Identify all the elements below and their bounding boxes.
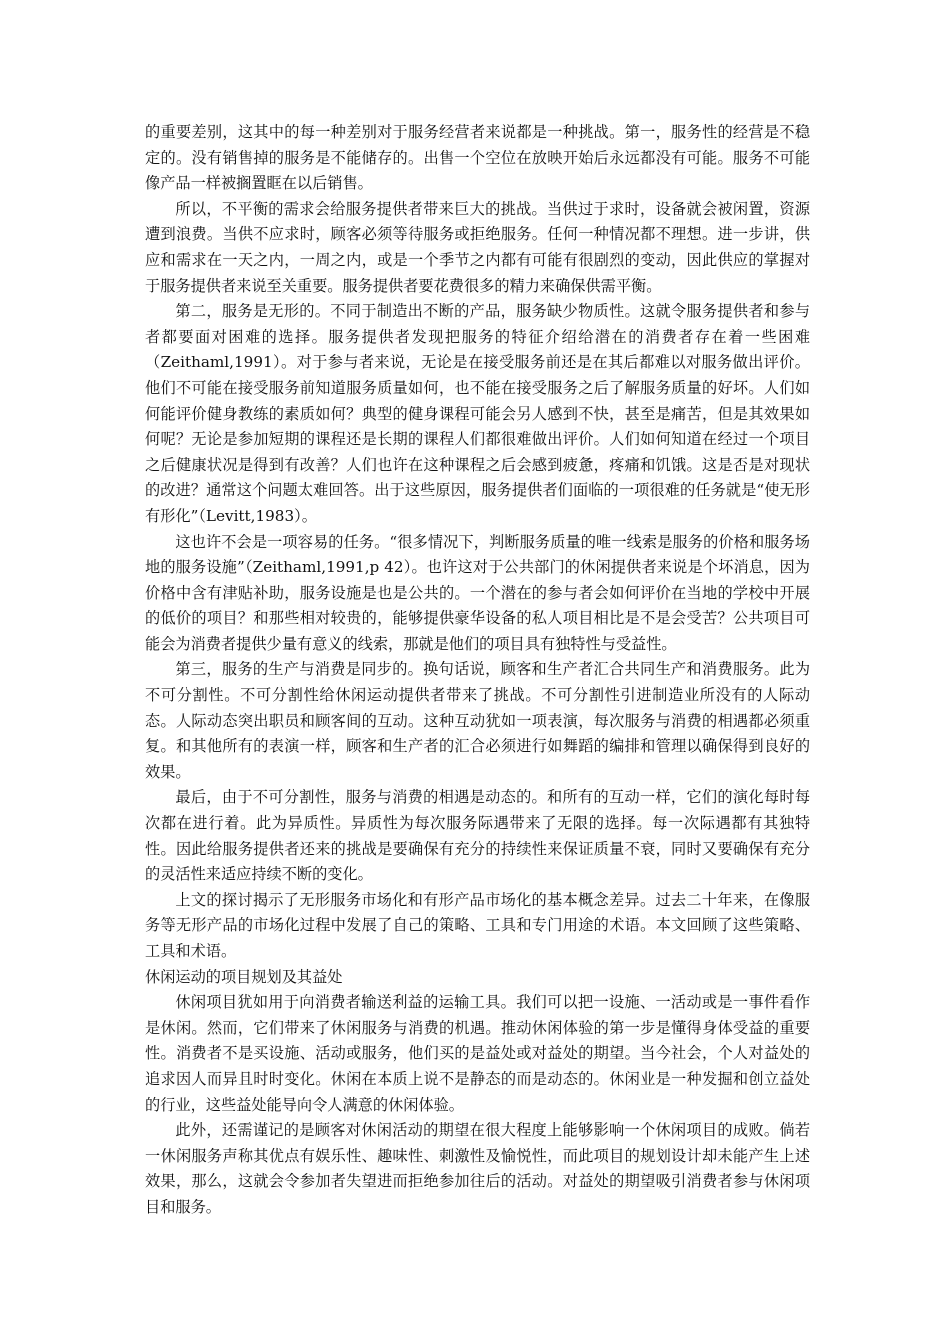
- body-paragraph: 上文的探讨揭示了无形服务市场化和有形产品市场化的基本概念差异。过去二十年来，在像服务等无形产品的市场化过程中发展了自己的策略、工具和专门用途的术语。本文回顾了这些策略、工具和术语。: [145, 890, 810, 960]
- body-paragraph: 所以，不平衡的需求会给服务提供者带来巨大的挑战。当供过于求时，设备就会被闲置，资源遭到浪费。当供不应求时，顾客必须等待服务或拒绝服务。任何一种情况都不理想。进一步讲，供应和需求在一天之内，一周之内，或是一个季节之内都有可能有很剧烈的变动，因此供应的掌握对于服务提供者来说至关重要。服务提供者要花费很多的精力来确保供需平衡。: [145, 199, 810, 295]
- body-paragraph: 这也许不会是一项容易的任务。“很多情况下，判断服务质量的唯一线索是服务的价格和服务场地的服务设施”（Zeithaml,1991,p 42）。也许这对于公共部门的休闲提供者来说是个坏消息，因为价格中含有津贴补助，服务设施是也是公共的。一个潜在的参与者会如何评价在当地的学校中开展的低价的项目？和那些相对较贵的，能够提供豪华设备的私人项目相比是不是会受苦？公共项目可能会为消费者提供少量有意义的线索，那就是他们的项目具有独特性与受益性。: [145, 532, 810, 653]
- body-paragraph: 休闲项目犹如用于向消费者输送利益的运输工具。我们可以把一设施、一活动或是一事件看作是休闲。然而，它们带来了休闲服务与消费的机遇。推动休闲体验的第一步是懂得身体受益的重要性。消费者不是买设施、活动或服务，他们买的是益处或对益处的期望。当今社会，个人对益处的追求因人而异且时时变化。休闲在本质上说不是静态的而是动态的。休闲业是一种发掘和创立益处的行业，这些益处能导向令人满意的休闲体验。: [145, 993, 810, 1114]
- body-paragraph: 最后，由于不可分割性，服务与消费的相遇是动态的。和所有的互动一样，它们的演化每时每次都在进行着。此为异质性。异质性为每次服务际遇带来了无限的选择。每一次际遇都有其独特性。因此给服务提供者还来的挑战是要确保有充分的持续性来保证质量不衰，同时又要确保有充分的灵活性来适应持续不断的变化。: [145, 788, 810, 884]
- body-paragraph: 第二，服务是无形的。不同于制造出不断的产品，服务缺少物质性。这就令服务提供者和参与者都要面对困难的选择。服务提供者发现把服务的特征介绍给潜在的消费者存在着一些困难（Zeithaml,1991）。对于参与者来说，无论是在接受服务前还是在其后都难以对服务做出评价。他们不可能在接受服务前知道服务质量如何，也不能在接受服务之后了解服务质量的好坏。人们如何能评价健身教练的素质如何？典型的健身课程可能会另人感到不快，甚至是痛苦，但是其效果如何呢？无论是参加短期的课程还是长期的课程人们都很难做出评价。人们如何知道在经过一个项目之后健康状况是得到有改善？人们也许在这种课程之后会感到疲惫，疼痛和饥饿。这是否是对现状的改进？通常这个问题太难回答。出于这些原因，服务提供者们面临的一项很难的任务就是“使无形有形化”（Levitt,1983）。: [145, 302, 810, 525]
- body-paragraph: 此外，还需谨记的是顾客对休闲活动的期望在很大程度上能够影响一个休闲项目的成败。倘若一休闲服务声称其优点有娱乐性、趣味性、刺激性及愉悦性，而此项目的规划设计却未能产生上述效果，那么，这就会令参加者失望进而拒绝参加往后的活动。对益处的期望吸引消费者参与休闲项目和服务。: [145, 1121, 810, 1216]
- body-paragraph: 第三，服务的生产与消费是同步的。换句话说，顾客和生产者汇合共同生产和消费服务。此为不可分割性。不可分割性给休闲运动提供者带来了挑战。不可分割性引进制造业所没有的人际动态。人际动态突出职员和顾客间的互动。这种互动犹如一项表演，每次服务与消费的相遇都必须重复。和其他所有的表演一样，顾客和生产者的汇合必须进行如舞蹈的编排和管理以确保得到良好的效果。: [145, 660, 810, 781]
- section-heading: 休闲运动的项目规划及其益处: [145, 967, 343, 986]
- document-page: [145, 120, 810, 1221]
- body-paragraph: 的重要差别，这其中的每一种差别对于服务经营者来说都是一种挑战。第一，服务性的经营是不稳定的。没有销售掉的服务是不能储存的。出售一个空位在放映开始后永远都没有可能。服务不可能像产品一样被搁置眶在以后销售。: [145, 123, 810, 193]
